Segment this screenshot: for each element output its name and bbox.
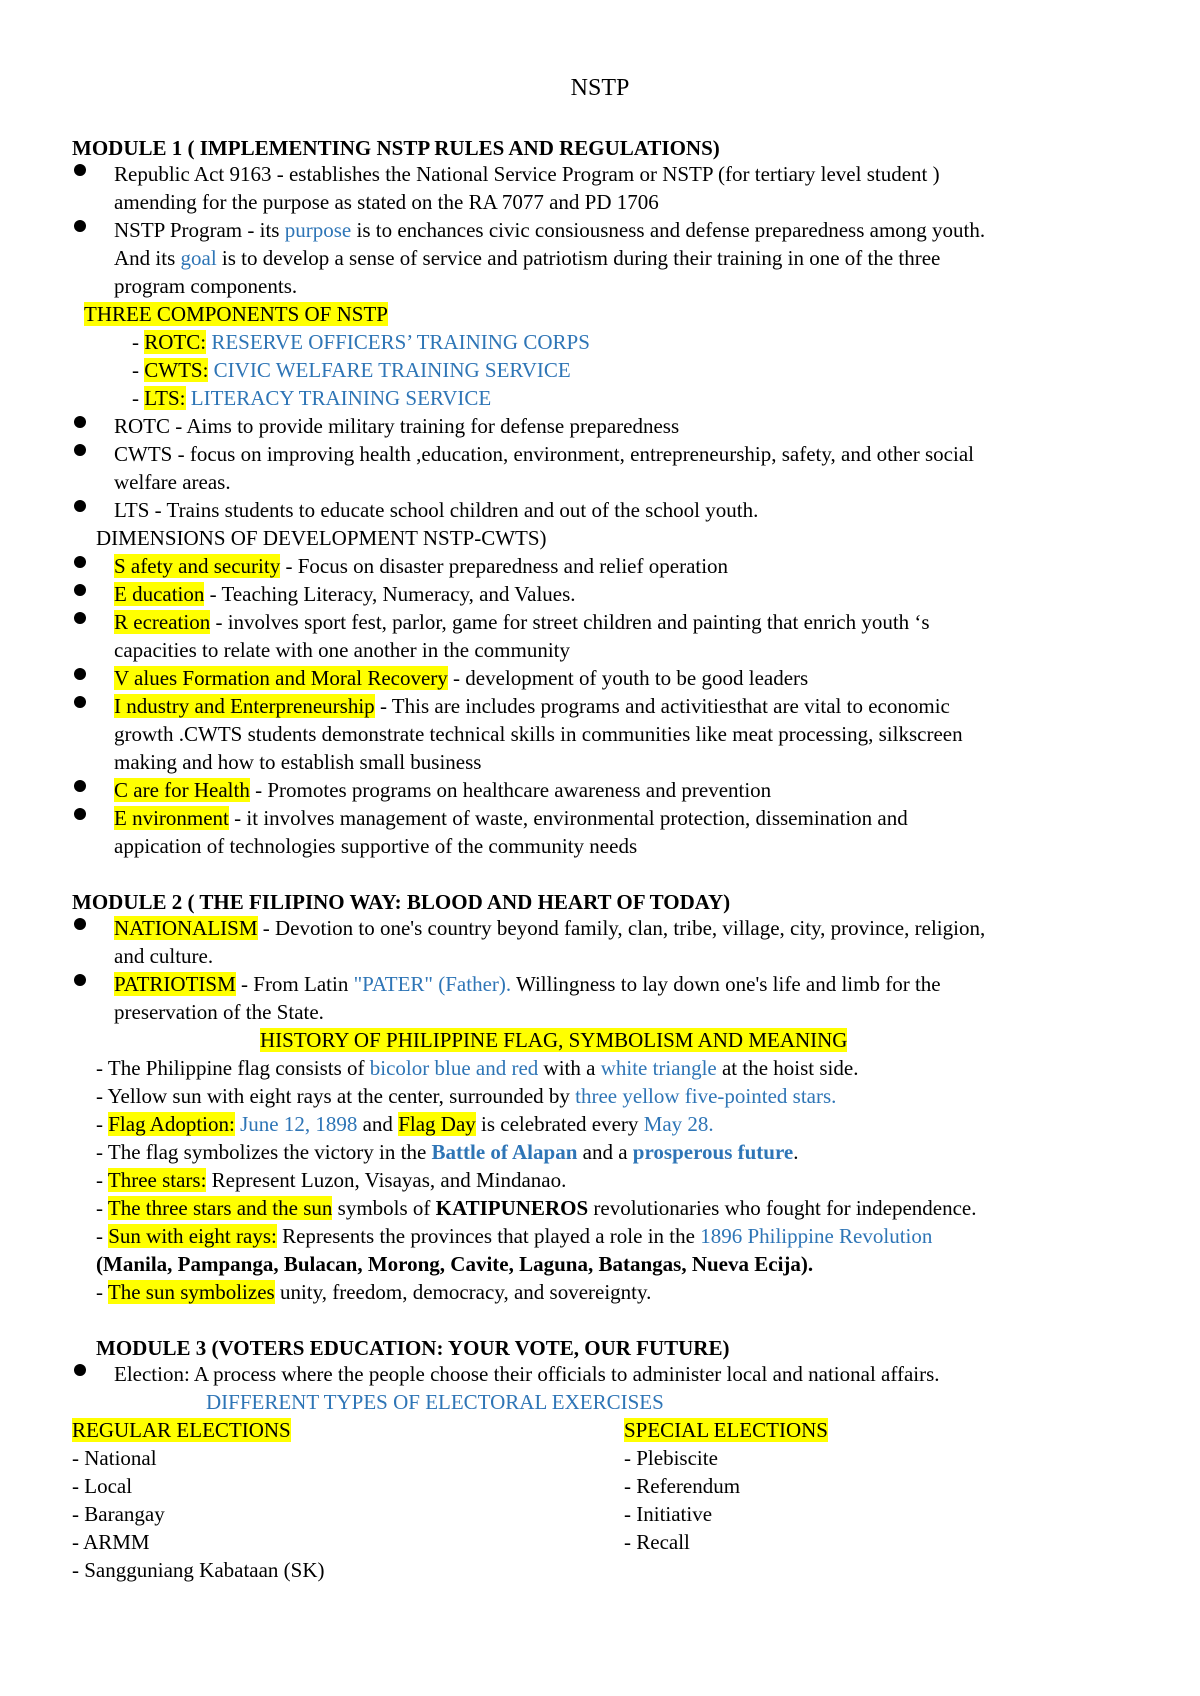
flag-line-2: - Yellow sun with eight rays at the center, surrounded by three yellow five-pointed stars. xyxy=(96,1084,837,1108)
regular-election-item: - ARMM xyxy=(72,1530,150,1554)
bullet-icon xyxy=(74,220,86,232)
flag-line-9: - The sun symbolizes unity, freedom, democracy, and sovereignty. xyxy=(96,1280,652,1304)
dimension-environment: E nvironment - it involves management of waste, environmental protection, dissemination and xyxy=(114,806,908,830)
component-rotc: - ROTC: RESERVE OFFICERS’ TRAINING CORPS xyxy=(132,330,590,354)
special-election-item: - Referendum xyxy=(624,1474,741,1498)
flag-line-4: - The flag symbolizes the victory in the Battle of Alapan and a prosperous future. xyxy=(96,1140,799,1164)
module1-heading: MODULE 1 ( IMPLEMENTING NSTP RULES AND REGULATIONS) xyxy=(72,136,720,160)
dimension-industry: I ndustry and Enterpreneurship - This are includes programs and activitiesthat are vital to economic xyxy=(114,694,950,718)
bullet-icon xyxy=(74,584,86,596)
dimension-industry-cont-2: making and how to establish small business xyxy=(114,750,482,774)
goal-term: goal xyxy=(180,246,217,270)
electoral-types-heading: DIFFERENT TYPES OF ELECTORAL EXERCISES xyxy=(206,1390,664,1414)
ra9163-line-2: amending for the purpose as stated on the RA 7077 and PD 1706 xyxy=(114,190,659,214)
flag-line-5: - Three stars: Represent Luzon, Visayas, and Mindanao. xyxy=(96,1168,567,1192)
ra9163-line-1: Republic Act 9163 - establishes the National Service Program or NSTP (for tertiary level student ) xyxy=(114,162,940,186)
flag-line-7: - Sun with eight rays: Represents the provinces that played a role in the 1896 Philippine Revolution xyxy=(96,1224,933,1248)
component-lts: - LTS: LITERACY TRAINING SERVICE xyxy=(132,386,492,410)
dimension-education: E ducation - Teaching Literacy, Numeracy, and Values. xyxy=(114,582,576,606)
bullet-icon xyxy=(74,918,86,930)
nationalism-line: NATIONALISM - Devotion to one's country beyond family, clan, tribe, village, city, province, religion, xyxy=(114,916,986,940)
bullet-icon xyxy=(74,416,86,428)
flag-line-8: (Manila, Pampanga, Bulacan, Morong, Cavite, Laguna, Batangas, Nueva Ecija). xyxy=(96,1252,814,1276)
component-cwts: - CWTS: CIVIC WELFARE TRAINING SERVICE xyxy=(132,358,571,382)
flag-line-1: - The Philippine flag consists of bicolor blue and red with a white triangle at the hoist side. xyxy=(96,1056,859,1080)
special-elections-heading: SPECIAL ELECTIONS xyxy=(624,1418,828,1442)
regular-elections-heading: REGULAR ELECTIONS xyxy=(72,1418,291,1442)
dimension-safety: S afety and security - Focus on disaster preparedness and relief operation xyxy=(114,554,729,578)
dimension-recreation-cont: capacities to relate with one another in the community xyxy=(114,638,571,662)
dimensions-heading: DIMENSIONS OF DEVELOPMENT NSTP-CWTS) xyxy=(96,526,547,550)
bullet-icon xyxy=(74,556,86,568)
purpose-term: purpose xyxy=(284,218,352,242)
rotc-description: ROTC - Aims to provide military training for defense preparedness xyxy=(114,414,680,438)
regular-election-item: - Barangay xyxy=(72,1502,165,1526)
components-heading: THREE COMPONENTS OF NSTP xyxy=(84,302,388,326)
election-definition: Election: A process where the people choose their officials to administer local and national affairs. xyxy=(114,1362,940,1386)
flag-line-6: - The three stars and the sun symbols of KATIPUNEROS revolutionaries who fought for independence. xyxy=(96,1196,977,1220)
regular-election-item: - National xyxy=(72,1446,157,1470)
module3-heading: MODULE 3 (VOTERS EDUCATION: YOUR VOTE, OUR FUTURE) xyxy=(96,1336,730,1360)
module2-heading: MODULE 2 ( THE FILIPINO WAY: BLOOD AND HEART OF TODAY) xyxy=(72,890,731,914)
special-election-item: - Initiative xyxy=(624,1502,713,1526)
special-election-item: - Recall xyxy=(624,1530,690,1554)
regular-election-item: - Local xyxy=(72,1474,133,1498)
bullet-icon xyxy=(74,780,86,792)
patriotism-line: PATRIOTISM - From Latin "PATER" (Father). Willingness to lay down one's life and limb for the xyxy=(114,972,941,996)
dimension-environment-cont: appication of technologies supportive of the community needs xyxy=(114,834,638,858)
dimension-health: C are for Health - Promotes programs on healthcare awareness and prevention xyxy=(114,778,772,802)
nationalism-cont: and culture. xyxy=(114,944,214,968)
page-title: NSTP xyxy=(570,75,630,101)
dimension-recreation: R ecreation - involves sport fest, parlor, game for street children and painting that enrich youth ‘s xyxy=(114,610,930,634)
flag-line-3: - Flag Adoption: June 12, 1898 and Flag Day is celebrated every May 28. xyxy=(96,1112,714,1136)
program-line-2: And its goal is to develop a sense of service and patriotism during their training in one of the three xyxy=(114,246,941,270)
bullet-icon xyxy=(74,1364,86,1376)
program-line-3: program components. xyxy=(114,274,298,298)
bullet-icon xyxy=(74,612,86,624)
regular-election-item: - Sangguniang Kabataan (SK) xyxy=(72,1558,325,1582)
special-election-item: - Plebiscite xyxy=(624,1446,718,1470)
bullet-icon xyxy=(74,500,86,512)
bullet-icon xyxy=(74,444,86,456)
bullet-icon xyxy=(74,164,86,176)
patriotism-cont: preservation of the State. xyxy=(114,1000,324,1024)
bullet-icon xyxy=(74,696,86,708)
bullet-icon xyxy=(74,974,86,986)
dimension-values: V alues Formation and Moral Recovery - development of youth to be good leaders xyxy=(114,666,809,690)
cwts-description-1: CWTS - focus on improving health ,education, environment, entrepreneurship, safety, and other social xyxy=(114,442,974,466)
flag-heading: HISTORY OF PHILIPPINE FLAG, SYMBOLISM AND MEANING xyxy=(260,1028,848,1052)
lts-description: LTS - Trains students to educate school children and out of the school youth. xyxy=(114,498,759,522)
dimension-industry-cont-1: growth .CWTS students demonstrate technical skills in communities like meat processing, silkscreen xyxy=(114,722,963,746)
bullet-icon xyxy=(74,668,86,680)
cwts-description-2: welfare areas. xyxy=(114,470,231,494)
bullet-icon xyxy=(74,808,86,820)
program-line-1: NSTP Program - its purpose is to enchances civic consiousness and defense preparedness among youth. xyxy=(114,218,986,242)
